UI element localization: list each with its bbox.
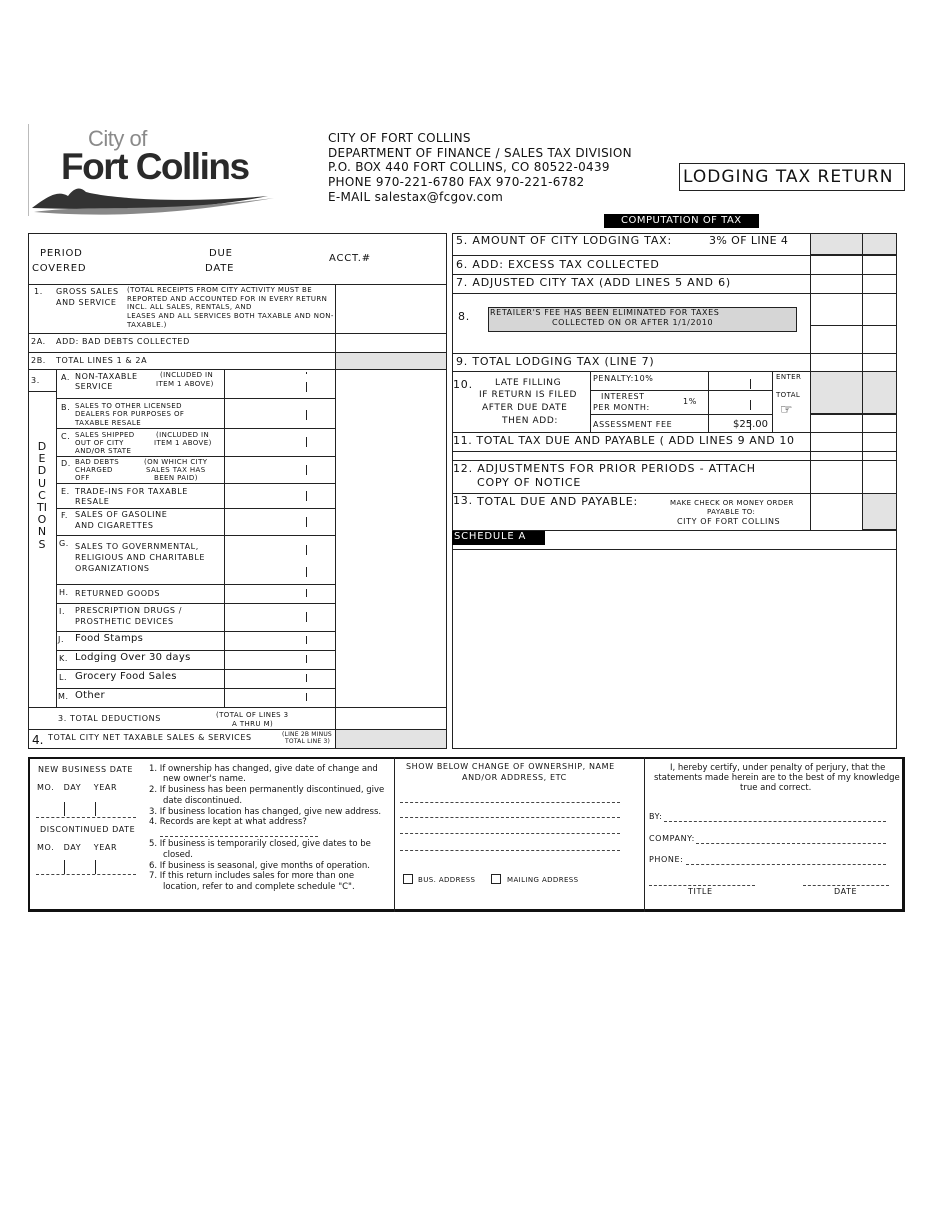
- covered-label: COVERED: [32, 263, 87, 274]
- instruction-2a: 2. If business has been permanently discontinued, give: [149, 785, 385, 795]
- discontinued-date-field[interactable]: [36, 874, 136, 875]
- pointing-hand-icon: ☞: [780, 402, 793, 418]
- line13-note-2: PAYABLE TO:: [707, 508, 756, 516]
- ownership-line-3[interactable]: [400, 833, 620, 834]
- deductions-vertical-label: DEDUCTIONS: [37, 440, 47, 551]
- ded-a-letter: A.: [61, 373, 71, 382]
- ded-f-amount-field[interactable]: [225, 509, 335, 535]
- line4-label: TOTAL CITY NET TAXABLE SALES & SERVICES: [48, 733, 252, 742]
- ded-e-label-1: TRADE-INS FOR TAXABLE: [75, 487, 188, 496]
- by-field[interactable]: [664, 821, 886, 822]
- period-label: PERIOD: [40, 248, 83, 259]
- ded-l-letter: L.: [59, 673, 68, 682]
- ded-d-label-3: OFF: [75, 474, 90, 482]
- ded-j-label-1: Food Stamps: [75, 633, 144, 644]
- line10-shaded-b: [862, 371, 897, 414]
- total-deductions-amount-field[interactable]: [336, 708, 446, 729]
- line1-label-b: AND SERVICE: [56, 298, 117, 307]
- discontinued-mdy-label: MO. DAY YEAR: [37, 843, 118, 852]
- line2a-label: ADD: BAD DEBTS COLLECTED: [56, 337, 190, 346]
- line5-shaded-a: [810, 233, 863, 255]
- instruction-3: 3. If business location has changed, give new address.: [149, 807, 382, 817]
- ded-a-amount-field[interactable]: [225, 370, 335, 398]
- line8-number: 8.: [458, 310, 471, 323]
- ded-k-label-1: Lodging Over 30 days: [75, 652, 191, 663]
- ded-f-letter: F.: [61, 511, 69, 520]
- line10-text-1: LATE FILLING: [495, 378, 562, 388]
- line7-amount-field[interactable]: [811, 275, 862, 292]
- line13-shaded: [862, 493, 897, 530]
- line13-note-1: MAKE CHECK OR MONEY ORDER: [670, 499, 794, 507]
- ded-i-label-1: PRESCRIPTION DRUGS /: [75, 606, 183, 615]
- title-label: TITLE: [688, 887, 713, 896]
- ded-i-letter: I.: [59, 607, 66, 616]
- line11-amount-field[interactable]: [811, 433, 862, 450]
- ded-c-note-2: ITEM 1 ABOVE): [154, 439, 212, 447]
- total-deductions-note-2: A THRU M): [232, 720, 274, 728]
- ded-m-label-1: Other: [75, 690, 105, 701]
- city-logo: [28, 124, 284, 216]
- ownership-change-title-2: AND/OR ADDRESS, ETC: [462, 773, 567, 782]
- logo-text-fort-collins: Fort Collins: [61, 146, 249, 187]
- line3-number: 3.: [31, 376, 40, 385]
- ded-b-amount-field[interactable]: [225, 399, 335, 428]
- line2b-total-shaded: [335, 352, 447, 370]
- ded-j-letter: J.: [58, 635, 65, 644]
- schedule-a-area[interactable]: [453, 550, 896, 748]
- ded-d-note-3: BEEN PAID): [154, 474, 198, 482]
- logo-mountain-swoosh-icon: [28, 174, 284, 216]
- form-title: LODGING TAX RETURN: [683, 167, 894, 187]
- ded-b-letter: B.: [61, 403, 71, 412]
- discontinued-date-label: DISCONTINUED DATE: [40, 825, 136, 834]
- line6-label: 6. ADD: EXCESS TAX COLLECTED: [456, 258, 660, 271]
- schedule-a-header: [452, 531, 545, 545]
- line4-total-shaded: [335, 729, 447, 749]
- line12-amount-field[interactable]: [811, 461, 862, 492]
- line1-number: 1.: [34, 287, 43, 296]
- bus-address-checkbox[interactable]: [403, 874, 413, 884]
- line13-note-3: CITY OF FORT COLLINS: [677, 517, 781, 526]
- line10-text-4: THEN ADD:: [502, 416, 558, 426]
- line1-amount-field[interactable]: [336, 285, 446, 333]
- ded-m-amount-field[interactable]: [225, 689, 335, 707]
- line7-label: 7. ADJUSTED CITY TAX (ADD LINES 5 AND 6): [456, 276, 731, 289]
- line2a-amount-field[interactable]: [336, 334, 446, 351]
- ded-g-letter: G.: [59, 539, 69, 548]
- ded-k-amount-field[interactable]: [225, 651, 335, 669]
- mailing-address-checkbox[interactable]: [491, 874, 501, 884]
- ded-l-label-1: Grocery Food Sales: [75, 671, 177, 682]
- ded-k-letter: K.: [59, 654, 68, 663]
- line5-rate: 3% OF LINE 4: [709, 234, 789, 247]
- ded-d-letter: D.: [61, 459, 71, 468]
- line10-text-2: IF RETURN IS FILED: [479, 390, 578, 400]
- new-business-mdy-label: MO. DAY YEAR: [37, 783, 118, 792]
- line2a-number: 2A.: [31, 337, 46, 346]
- ded-e-amount-field[interactable]: [225, 484, 335, 508]
- mailing-address-label: MAILING ADDRESS: [507, 876, 579, 884]
- computation-header: [604, 214, 759, 228]
- ded-d-label-1: BAD DEBTS: [75, 458, 120, 466]
- ded-j-amount-field[interactable]: [225, 632, 335, 650]
- ownership-change-title-1: SHOW BELOW CHANGE OF OWNERSHIP, NAME: [406, 762, 615, 771]
- ded-h-letter: H.: [59, 588, 69, 597]
- ownership-line-1[interactable]: [400, 802, 620, 803]
- logo-text-city-of: City of: [88, 126, 147, 151]
- line1-note-1: (TOTAL RECEIPTS FROM CITY ACTIVITY MUST BE: [127, 286, 313, 294]
- ded-g-label-3: ORGANIZATIONS: [75, 564, 150, 573]
- ded-c-label-1: SALES SHIPPED: [75, 431, 135, 439]
- ded-i-label-2: PROSTHETIC DEVICES: [75, 617, 174, 626]
- interest-label-2: PER MONTH:: [593, 403, 650, 412]
- instruction-1b: new owner's name.: [163, 774, 246, 784]
- instruction-4: 4. Records are kept at what address?: [149, 817, 307, 827]
- ded-g-amount-field[interactable]: [225, 536, 335, 584]
- ded-i-amount-field[interactable]: [225, 604, 335, 631]
- line1-note-2: REPORTED AND ACCOUNTED FOR IN EVERY RETURN: [127, 295, 328, 303]
- due-label: DUE: [209, 248, 233, 259]
- line10-text-3: AFTER DUE DATE: [482, 403, 568, 413]
- ownership-line-4[interactable]: [400, 850, 620, 851]
- ded-e-label-2: RESALE: [75, 497, 110, 506]
- ded-f-label-2: AND CIGARETTES: [75, 521, 154, 530]
- org-department: DEPARTMENT OF FINANCE / SALES TAX DIVISION: [328, 146, 632, 160]
- ded-c-letter: C.: [61, 432, 71, 441]
- instruction-5a: 5. If business is temporarily closed, give dates to be: [149, 839, 371, 849]
- ded-d-label-2: CHARGED: [75, 466, 113, 474]
- certification-text-1: I, hereby certify, under penalty of perjury, that the: [670, 763, 886, 773]
- org-email: E-MAIL salestax@fcgov.com: [328, 190, 504, 204]
- ded-e-letter: E.: [61, 487, 70, 496]
- line4-note-1: (LINE 2B MINUS: [282, 731, 332, 738]
- line9-label: 9. TOTAL LODGING TAX (LINE 7): [456, 355, 655, 368]
- line12-label-2: COPY OF NOTICE: [477, 476, 582, 489]
- date-label: DATE: [205, 263, 235, 274]
- enter-total-label-2: TOTAL: [776, 391, 801, 399]
- line1-note-4: LEASES AND ALL SERVICES BOTH TAXABLE AND NON-: [127, 312, 334, 320]
- line1-note-5: TAXABLE.): [127, 321, 167, 329]
- line5-shaded-b: [862, 233, 897, 255]
- instruction-2b: date discontinued.: [163, 796, 243, 806]
- line1-label-a: GROSS SALES: [56, 287, 119, 296]
- ded-c-label-3: AND/OR STATE: [75, 447, 132, 455]
- total-deductions-label: 3. TOTAL DEDUCTIONS: [58, 714, 161, 723]
- instruction-1a: 1. If ownership has changed, give date of change and: [149, 764, 378, 774]
- total-deductions-note-1: (TOTAL OF LINES 3: [216, 711, 289, 719]
- line10-shaded-a: [810, 371, 863, 414]
- org-address: P.O. BOX 440 FORT COLLINS, CO 80522-0439: [328, 160, 610, 174]
- form-title-box: [679, 163, 905, 191]
- line2b-number: 2B.: [31, 356, 46, 365]
- line4-note-2: TOTAL LINE 3): [285, 738, 330, 745]
- new-business-date-field[interactable]: [36, 817, 136, 818]
- bus-address-label: BUS. ADDRESS: [418, 876, 476, 884]
- line13-label: TOTAL DUE AND PAYABLE:: [477, 495, 639, 508]
- line13-amount-field[interactable]: [811, 494, 862, 529]
- line5-label: 5. AMOUNT OF CITY LODGING TAX:: [456, 234, 673, 247]
- line9-amount-field[interactable]: [811, 354, 862, 371]
- certification-text-3: true and correct.: [740, 783, 812, 793]
- ded-a-label-1: NON-TAXABLE: [75, 372, 138, 381]
- ded-d-note-1: (ON WHICH CITY: [144, 458, 208, 466]
- assessment-fee-label: ASSESSMENT FEE: [593, 420, 673, 429]
- ded-d-amount-field[interactable]: [225, 457, 335, 483]
- instruction-7a: 7. If this return includes sales for more than one: [149, 871, 355, 881]
- phone-field[interactable]: [686, 864, 886, 865]
- ded-a-note-1: (INCLUDED IN: [160, 371, 214, 379]
- line12-label-1: 12. ADJUSTMENTS FOR PRIOR PERIODS - ATTACH: [453, 462, 756, 475]
- interest-amount-field[interactable]: [709, 391, 772, 414]
- retailer-fee-note-2: COLLECTED ON OR AFTER 1/1/2010: [552, 318, 714, 327]
- ded-b-label-1: SALES TO OTHER LICENSED: [75, 402, 182, 410]
- line13-number: 13.: [453, 494, 473, 507]
- ded-g-label-1: SALES TO GOVERNMENTAL,: [75, 542, 199, 551]
- company-label: COMPANY:: [649, 834, 695, 843]
- ded-a-label-2: SERVICE: [75, 382, 113, 391]
- ded-d-note-2: SALES TAX HAS: [146, 466, 206, 474]
- enter-total-label-1: ENTER: [776, 373, 802, 381]
- records-address-field[interactable]: [160, 836, 318, 837]
- instruction-7b: location, refer to and complete schedule "C".: [163, 882, 355, 892]
- line2b-label: TOTAL LINES 1 & 2A: [56, 356, 148, 365]
- ded-h-amount-field[interactable]: [225, 585, 335, 603]
- penalty-label: PENALTY:10%: [593, 374, 654, 383]
- schedule-a-title: SCHEDULE A: [454, 531, 527, 542]
- ded-m-letter: M.: [58, 692, 69, 701]
- retailer-fee-note-1: RETAILER'S FEE HAS BEEN ELIMINATED FOR TAXES: [490, 308, 720, 317]
- certification-text-2: statements made herein are to the best of my knowledge: [654, 773, 900, 783]
- interest-rate: 1%: [683, 397, 697, 406]
- date-field[interactable]: [803, 885, 889, 886]
- assessment-fee-amount: $25.00: [733, 419, 768, 430]
- ownership-line-2[interactable]: [400, 817, 620, 818]
- new-business-date-label: NEW BUSINESS DATE: [38, 765, 134, 774]
- line11-label: 11. TOTAL TAX DUE AND PAYABLE ( ADD LINES 9 AND 10: [453, 434, 795, 447]
- ded-f-label-1: SALES OF GASOLINE: [75, 510, 168, 519]
- ded-a-note-2: ITEM 1 ABOVE): [156, 380, 214, 388]
- line1-note-3: INCL. ALL SALES, RENTALS, AND: [127, 303, 252, 311]
- company-field[interactable]: [696, 843, 886, 844]
- ded-c-amount-field[interactable]: [225, 429, 335, 456]
- ded-b-label-2: DEALERS FOR PURPOSES OF: [75, 410, 185, 418]
- ded-g-label-2: RELIGIOUS AND CHARITABLE: [75, 553, 206, 562]
- ded-b-label-3: TAXABLE RESALE: [75, 419, 142, 427]
- interest-label-1: INTEREST: [601, 392, 645, 401]
- line10-number: 10.: [453, 378, 473, 391]
- computation-header-text: COMPUTATION OF TAX: [621, 215, 742, 226]
- instruction-5b: closed.: [163, 850, 193, 860]
- line4-number: 4.: [32, 733, 44, 747]
- by-label: BY:: [649, 812, 663, 821]
- ded-c-label-2: OUT OF CITY: [75, 439, 124, 447]
- acct-label: ACCT.#: [329, 253, 371, 264]
- instruction-6: 6. If business is seasonal, give months of operation.: [149, 861, 370, 871]
- ded-l-amount-field[interactable]: [225, 670, 335, 688]
- ded-h-label-1: RETURNED GOODS: [75, 589, 161, 598]
- phone-label: PHONE:: [649, 855, 684, 864]
- title-field[interactable]: [649, 885, 755, 886]
- org-name: CITY OF FORT COLLINS: [328, 131, 471, 145]
- org-phone: PHONE 970-221-6780 FAX 970-221-6782: [328, 175, 585, 189]
- line6-amount-field[interactable]: [811, 256, 862, 273]
- penalty-amount-field[interactable]: [709, 372, 772, 390]
- ded-c-note-1: (INCLUDED IN: [156, 431, 210, 439]
- date-label-bottom: DATE: [834, 887, 858, 896]
